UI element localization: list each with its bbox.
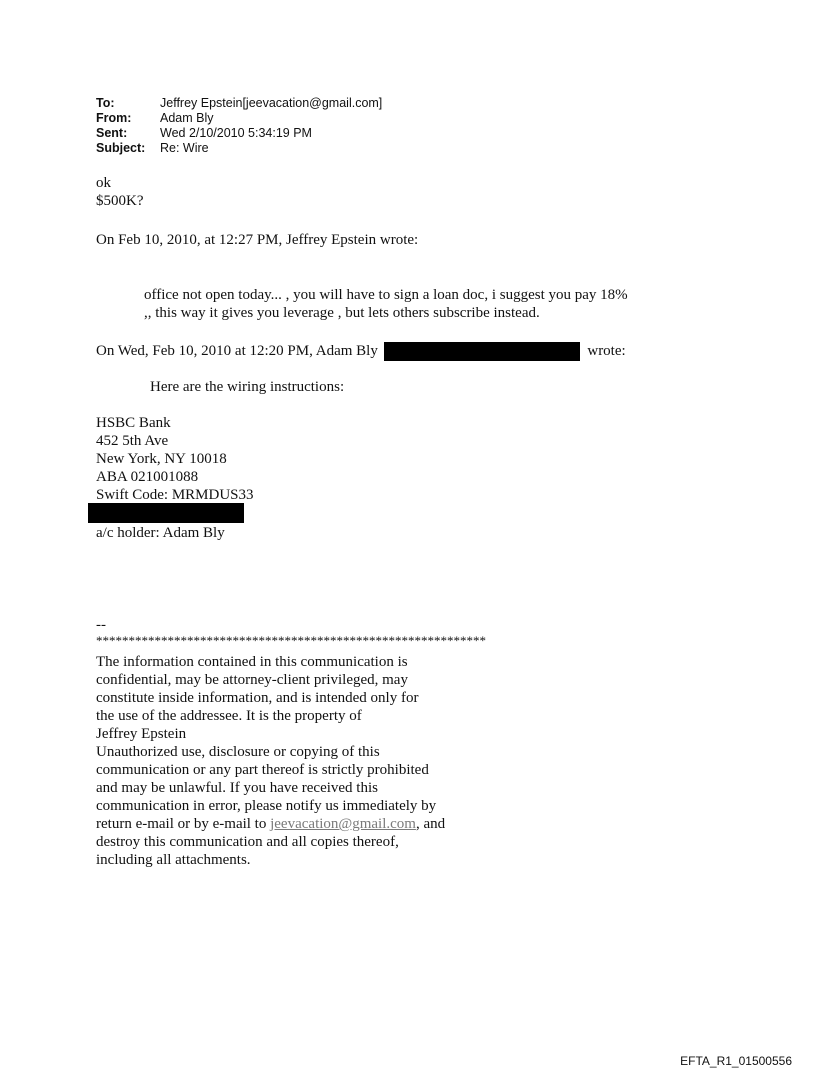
- bank-name: HSBC Bank: [96, 415, 171, 431]
- disclaimer-line: and may be unlawful. If you have received this: [96, 780, 378, 796]
- reply-line-amount: $500K?: [96, 193, 144, 209]
- sent-row: [96, 126, 382, 141]
- disclaimer-line: communication in error, please notify us immediately by: [96, 798, 437, 814]
- disclaimer-line: constitute inside information, and is intended only for: [96, 690, 419, 706]
- document-id: EFTA_R1_01500556: [680, 1054, 792, 1068]
- bank-city: New York, NY 10018: [96, 451, 227, 467]
- disclaimer-line: confidential, may be attorney-client privileged, may: [96, 672, 408, 688]
- quote1-line1: office not open today... , you will have to sign a loan doc, i suggest you pay 18%: [144, 287, 628, 303]
- redaction-block-account: [88, 503, 244, 523]
- quote1-intro: On Feb 10, 2010, at 12:27 PM, Jeffrey Epstein wrote:: [96, 232, 419, 248]
- bank-address: 452 5th Ave: [96, 433, 169, 449]
- signature-dashes: --: [96, 617, 106, 633]
- disclaimer-line: communication or any part thereof is strictly prohibited: [96, 762, 429, 778]
- disclaimer-line: the use of the addressee. It is the property of: [96, 708, 362, 724]
- wiring-instructions-line: Here are the wiring instructions:: [150, 379, 345, 395]
- subject-row: [96, 141, 382, 156]
- stars-divider: ************************************************************: [96, 633, 486, 648]
- disclaimer-line: destroy this communication and all copies thereof,: [96, 834, 399, 850]
- from-value: Adam Bly: [160, 111, 214, 125]
- disclaimer-line: Unauthorized use, disclosure or copying of this: [96, 744, 380, 760]
- sent-value: Wed 2/10/2010 5:34:19 PM: [160, 126, 312, 140]
- email-link[interactable]: jeevacation@gmail.com: [270, 816, 416, 832]
- to-label: To:: [96, 96, 115, 110]
- quote2-intro-suffix: wrote:: [587, 343, 626, 359]
- from-label: From:: [96, 111, 132, 125]
- sent-label: Sent:: [96, 126, 128, 140]
- quote2-intro-prefix: On Wed, Feb 10, 2010 at 12:20 PM, Adam Bly: [96, 343, 378, 359]
- bank-aba: ABA 021001088: [96, 469, 199, 485]
- quote1-line2: ,, this way it gives you leverage , but lets others subscribe instead.: [144, 305, 540, 321]
- account-holder: a/c holder: Adam Bly: [96, 525, 225, 541]
- reply-line-ok: ok: [96, 175, 111, 191]
- email-header: [96, 96, 382, 156]
- subject-value: Re: Wire: [160, 141, 209, 155]
- bank-swift: Swift Code: MRMDUS33: [96, 487, 254, 503]
- subject-label: Subject:: [96, 141, 146, 155]
- disclaimer-line: Jeffrey Epstein: [96, 726, 187, 742]
- disclaimer-line: including all attachments.: [96, 852, 251, 868]
- disclaimer-line-email: [96, 815, 445, 833]
- disclaimer-suffix: , and: [415, 816, 446, 832]
- quote2-intro: [96, 342, 626, 361]
- to-row: [96, 96, 382, 111]
- from-row: [96, 111, 382, 126]
- disclaimer-prefix: return e-mail or by e-mail to: [96, 816, 271, 832]
- to-value: Jeffrey Epstein[jeevacation@gmail.com]: [160, 96, 383, 110]
- disclaimer-line: The information contained in this communication is: [96, 654, 408, 670]
- redaction-block: [384, 342, 580, 361]
